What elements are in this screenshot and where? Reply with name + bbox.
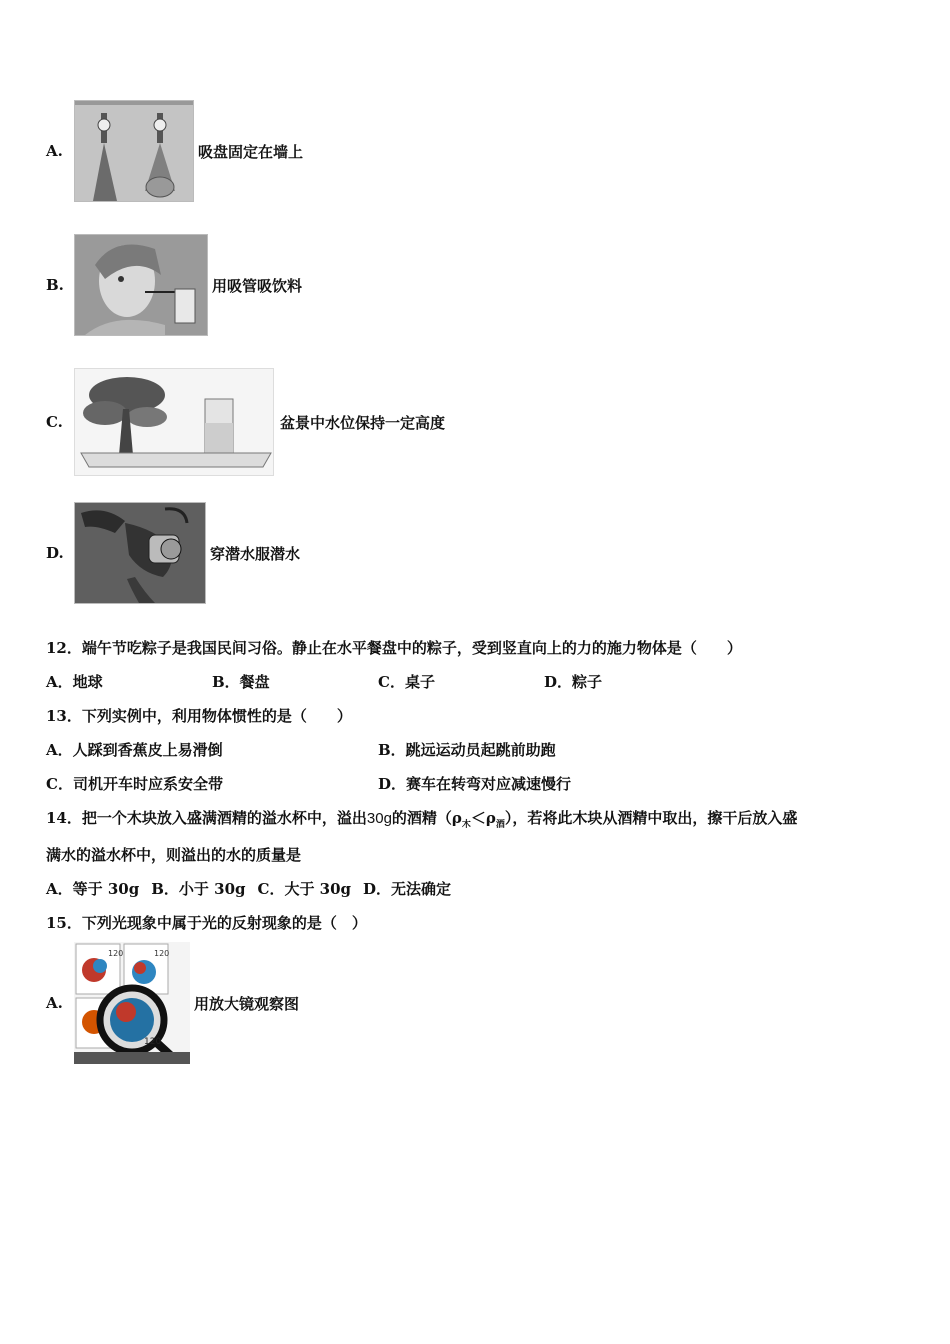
option-caption: 盆景中水位保持一定高度	[280, 413, 446, 432]
subscript-wood: 木	[461, 820, 471, 830]
q11-option-a	[46, 100, 303, 202]
option-b: B．跳远运动员起跳前助跑	[378, 741, 556, 759]
question-14-stem-line2: 满水的溢水杯中，则溢出的水的质量是	[46, 846, 302, 864]
less-than: ＜ρ	[470, 809, 496, 827]
option-c: C．大于 30g	[257, 880, 352, 898]
stamp-value-label: 120	[108, 949, 124, 958]
question-14-options	[46, 878, 451, 899]
option-letter: A.	[46, 142, 63, 160]
stamp-value-label: 120	[144, 1037, 162, 1047]
question-14-stem-line1	[46, 807, 797, 830]
option-letter: A.	[46, 994, 63, 1012]
option-d: D．无法确定	[363, 880, 452, 898]
option-a: A．人踩到香蕉皮上易滑倒	[46, 741, 223, 759]
q11-option-c	[46, 368, 445, 476]
question-13-stem: 13．下列实例中，利用物体惯性的是（ ）	[46, 707, 352, 725]
magnifier-stamps-photo-icon	[74, 942, 190, 1064]
option-c: C．司机开车时应系安全带	[46, 775, 223, 793]
diver-photo-icon	[74, 502, 206, 604]
bonsai-tray-photo-icon	[74, 368, 274, 476]
option-letter: B.	[46, 276, 64, 294]
question-13-options-row2	[46, 773, 571, 794]
q11-option-d	[46, 502, 300, 604]
option-caption: 用放大镜观察图	[194, 994, 300, 1013]
option-caption: 穿潜水服潜水	[210, 544, 301, 563]
question-15-stem: 15．下列光现象中属于光的反射现象的是（ ）	[46, 914, 367, 932]
option-c: C．桌子	[378, 673, 435, 691]
option-caption: 用吸管吸饮料	[212, 276, 303, 295]
option-letter: C.	[46, 413, 63, 431]
option-caption: 吸盘固定在墙上	[198, 142, 304, 161]
subscript-alcohol: 酒	[495, 820, 505, 830]
option-b: B．小于 30g	[151, 880, 246, 898]
option-d: D．粽子	[544, 673, 603, 691]
option-b: B．餐盘	[212, 673, 270, 691]
question-13-options-row1	[46, 739, 556, 760]
stem-part2: 的酒精（ρ	[391, 809, 462, 827]
option-d: D．赛车在转弯对应减速慢行	[378, 775, 572, 793]
option-a: A．地球	[46, 673, 103, 691]
option-a: A．等于 30g	[46, 880, 140, 898]
mass-value: 30g	[366, 810, 392, 827]
option-letter: D.	[46, 544, 64, 562]
stem-part3: ），若将此木块从酒精中取出，擦干后放入盛	[504, 809, 798, 827]
stem-part1: 14．把一个木块放入盛满酒精的溢水杯中，溢出	[46, 809, 367, 827]
drinking-straw-photo-icon	[74, 234, 208, 336]
suction-cup-photo-icon	[74, 100, 194, 202]
stamp-value-label: 120	[154, 949, 170, 958]
question-12-stem: 12．端午节吃粽子是我国民间习俗。静止在水平餐盘中的粽子，受到竖直向上的力的施力物体是（ ）	[46, 639, 742, 657]
question-12-options	[46, 671, 602, 692]
q15-option-a	[46, 942, 299, 1064]
q11-option-b	[46, 234, 302, 336]
